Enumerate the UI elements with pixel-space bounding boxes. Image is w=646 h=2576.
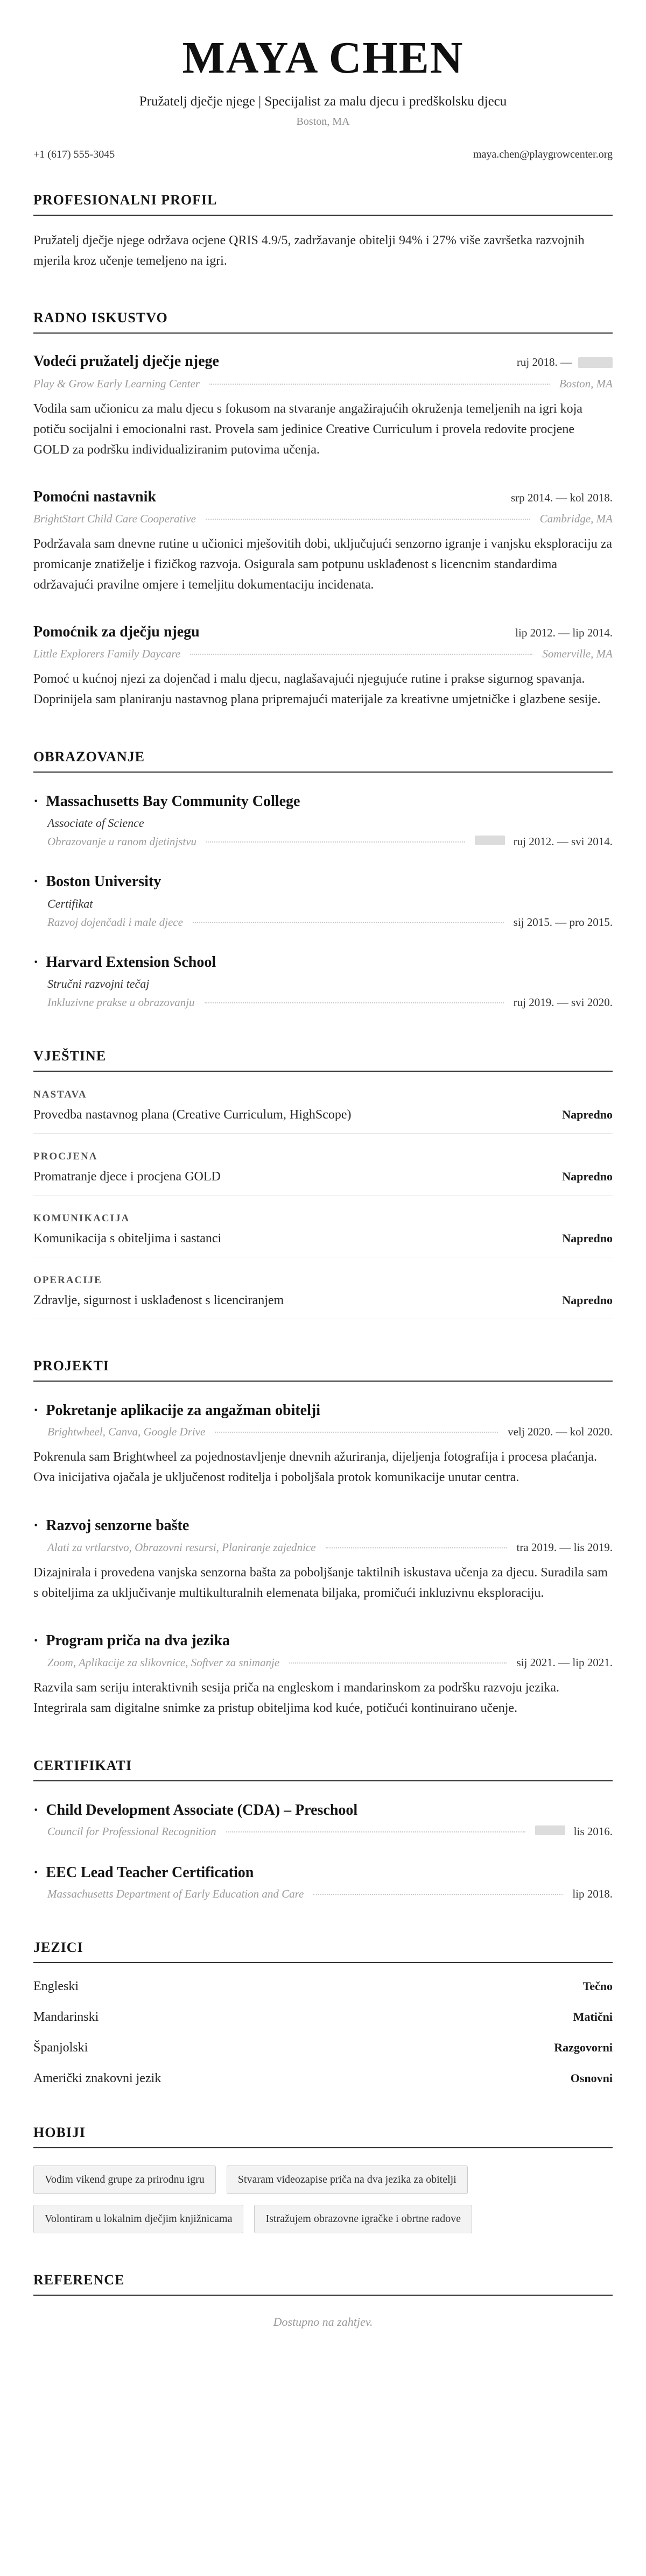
project-description: Dizajnirala i provedena vanjska senzorna bašta za poboljšanje taktilnih iskustava učenja za djecu. Suradila sam s obiteljima za uključivanje multikulturalnih elemenata biljaka, promičući inkluzivnu eksploraciju. [33, 1565, 608, 1600]
language-name: Američki znakovni jezik [33, 2071, 162, 2086]
language-row [33, 2010, 613, 2025]
education-dates: ruj 2012. — svi 2014. [513, 835, 613, 848]
dotted-leader [215, 1432, 498, 1433]
project-title: · Pokretanje aplikacije za angažman obitelji [33, 1401, 613, 1420]
section-title-education: OBRAZOVANJE [33, 749, 613, 773]
project-tools: Zoom, Aplikacije za slikovnice, Softver za snimanje [47, 1655, 280, 1669]
job-entry [33, 352, 613, 460]
dotted-leader [193, 922, 504, 923]
language-name: Mandarinski [33, 2010, 99, 2025]
project-title: · Program priča na dva jezika [33, 1631, 613, 1651]
education-degree: Certifikat [47, 896, 93, 910]
redacted-text [475, 836, 505, 845]
profile-text: Pružatelj dječje njege održava ocjene QRIS 4.9/5, zadržavanje obitelji 94% i 27% više završetka razvojnih mjerila kroz učenje temeljeno na igri. [33, 233, 585, 268]
project-meta-row [47, 1541, 613, 1554]
job-title: Vodeći pružatelj dječje njege [33, 353, 219, 370]
certificate-org: Massachusetts Department of Early Education and Care [47, 1887, 304, 1901]
project-meta-row [47, 1656, 613, 1669]
project-description: Pokrenula sam Brightwheel za pojednostavljenje dnevnih ažuriranja, dijeljenja fotografija i procesa plaćanja. Ova inicijativa ojačala je uključenost roditelja i poboljšala protok komunikacije unutar centra. [33, 1450, 597, 1485]
dotted-leader [206, 519, 530, 520]
project-dates: sij 2021. — lip 2021. [516, 1655, 613, 1669]
section-experience [33, 310, 613, 710]
section-title-projects: PROJEKTI [33, 1358, 613, 1382]
language-level: Osnovni [570, 2071, 613, 2085]
references-text: Dostupno na zahtjev. [273, 2315, 373, 2329]
certificate-entry [33, 1801, 613, 1838]
section-certificates [33, 1758, 613, 1901]
job-description: Podržavala sam dnevne rutine u učionici mješovitih dobi, uključujući senzorno igranje i vanjsku eksploraciju za promicanje znatiželje i fizičkog razvoja. Osigurala sam potpunu usklađenost s licencnim standardima održavajući pravilne omjere i temeljitu dokumentaciju incidenata. [33, 536, 613, 592]
hobby-chip: Istražujem obrazovne igračke i obrtne radove [254, 2205, 472, 2233]
skill-text: Zdravlje, sigurnost i usklađenost s licenciranjem [33, 1293, 284, 1307]
dotted-leader [313, 1894, 563, 1895]
job-location: Somerville, MA [542, 647, 613, 661]
project-description: Razvila sam seriju interaktivnih sesija priča na engleskom i mandarinskom za podršku razvoju jezika. Integrirala sam digitalne snimke za pristup obiteljima kod kuće, potičući kontinuirano učenje. [33, 1680, 560, 1715]
hobby-chip: Stvaram videozapise priča na dva jezika za obitelji [227, 2165, 468, 2194]
education-meta-row [47, 916, 613, 929]
section-title-hobbies: HOBIJI [33, 2125, 613, 2148]
dotted-leader [226, 1831, 525, 1832]
project-tools: Alati za vrtlarstvo, Obrazovni resursi, Planiranje zajednice [47, 1540, 316, 1554]
skill-row [33, 1108, 613, 1122]
skill-category: OPERACIJE [33, 1275, 102, 1286]
candidate-name: MAYA CHEN [182, 33, 464, 83]
education-meta-row [47, 835, 613, 848]
job-location: Cambridge, MA [539, 512, 613, 525]
education-dates: sij 2015. — pro 2015. [513, 915, 613, 929]
skill-entry [33, 1275, 613, 1319]
contact-row [33, 148, 613, 161]
section-languages [33, 1940, 613, 2086]
dotted-leader [206, 841, 465, 843]
job-dates: srp 2014. — kol 2018. [511, 491, 613, 504]
job-title-row [33, 487, 613, 507]
job-meta-row [33, 647, 613, 661]
project-entry [33, 1516, 613, 1603]
dotted-leader [205, 1002, 504, 1003]
project-entry [33, 1401, 613, 1488]
language-row [33, 2071, 613, 2086]
skill-level: Napredno [562, 1232, 613, 1245]
skill-category: KOMUNIKACIJA [33, 1213, 130, 1224]
language-row [33, 1979, 613, 1994]
language-name: Španjolski [33, 2041, 88, 2055]
section-references [33, 2272, 613, 2329]
education-field: Razvoj dojenčadi i male djece [47, 915, 183, 929]
dotted-leader [190, 654, 532, 655]
certificate-title: · Child Development Associate (CDA) – Preschool [33, 1801, 613, 1820]
education-field: Obrazovanje u ranom djetinjstvu [47, 835, 197, 848]
job-location: Boston, MA [559, 377, 613, 390]
language-level: Razgovorni [554, 2041, 613, 2055]
section-education [33, 749, 613, 1009]
section-projects [33, 1358, 613, 1719]
job-dates: lip 2012. — lip 2014. [515, 626, 613, 639]
email-address: maya.chen@playgrowcenter.org [473, 148, 613, 160]
resume-header [33, 32, 613, 161]
job-description: Vodila sam učionicu za malu djecu s fokusom na stvaranje angažirajućih okruženja temeljenih na igri koja potiču socijalni i emocionalni rast. Provela sam jedinice Creative Curriculum i provela redovite procjene GOLD za podršku individualiziranim putovima učenja. [33, 401, 582, 457]
education-field: Inkluzivne prakse u obrazovanju [47, 996, 195, 1009]
skill-row [33, 1170, 613, 1184]
job-company: BrightStart Child Care Cooperative [33, 512, 196, 525]
education-entry [33, 792, 613, 848]
skill-category: PROCJENA [33, 1151, 98, 1162]
skill-row [33, 1293, 613, 1308]
education-meta-row [47, 996, 613, 1009]
project-dates: tra 2019. — lis 2019. [516, 1540, 613, 1554]
skill-level: Napredno [562, 1170, 613, 1183]
job-entry [33, 487, 613, 596]
skill-category: NASTAVA [33, 1089, 87, 1100]
certificate-meta-row [47, 1825, 613, 1838]
section-title-profile: PROFESIONALNI PROFIL [33, 192, 613, 216]
candidate-location: Boston, MA [296, 115, 350, 128]
phone-number: +1 (617) 555-3045 [33, 148, 115, 160]
certificate-title: · EEC Lead Teacher Certification [33, 1863, 613, 1883]
education-dates: ruj 2019. — svi 2020. [513, 996, 613, 1009]
language-level: Tečno [582, 1979, 613, 1993]
skill-level: Napredno [562, 1108, 613, 1121]
education-degree: Stručni razvojni tečaj [47, 977, 150, 990]
education-school: · Boston University [33, 872, 613, 891]
certificate-entry [33, 1863, 613, 1901]
job-title-row [33, 352, 613, 371]
skill-text: Provedba nastavnog plana (Creative Curriculum, HighScope) [33, 1108, 352, 1122]
section-skills [33, 1048, 613, 1319]
section-title-experience: RADNO ISKUSTVO [33, 310, 613, 334]
redacted-text [578, 357, 613, 368]
job-description: Pomoć u kućnoj njezi za dojenčad i malu djecu, naglašavajući njegujuće rutine i prakse sigurnog spavanja. Doprinijela sam planiranju nastavnog plana pripremajući materijale za kreativne umjetničke i glazbene sesije. [33, 672, 601, 706]
job-entry [33, 622, 613, 710]
candidate-tagline: Pružatelj dječje njege | Specijalist za malu djecu i predškolsku djecu [139, 94, 507, 109]
project-meta-row [47, 1425, 613, 1439]
job-meta-row [33, 377, 613, 391]
skill-text: Promatranje djece i procjena GOLD [33, 1170, 221, 1184]
redacted-text [535, 1825, 565, 1835]
language-level: Matični [573, 2010, 613, 2024]
section-title-certificates: CERTIFIKATI [33, 1758, 613, 1781]
project-title: · Razvoj senzorne bašte [33, 1516, 613, 1535]
section-title-languages: JEZICI [33, 1940, 613, 1963]
education-degree: Associate of Science [47, 816, 144, 830]
education-entry [33, 872, 613, 929]
hobby-chips [33, 2165, 613, 2233]
job-title-row [33, 622, 613, 642]
skill-text: Komunikacija s obiteljima i sastanci [33, 1232, 222, 1245]
language-row [33, 2041, 613, 2055]
section-title-skills: VJEŠTINE [33, 1048, 613, 1072]
section-profile [33, 192, 613, 272]
project-entry [33, 1631, 613, 1718]
dotted-leader [289, 1662, 507, 1664]
skill-level: Napredno [562, 1293, 613, 1307]
job-title: Pomoćni nastavnik [33, 488, 156, 505]
hobby-chip: Volontiram u lokalnim dječjim knjižnicama [33, 2205, 243, 2233]
job-title: Pomoćnik za dječju njegu [33, 623, 200, 640]
skill-entry [33, 1089, 613, 1134]
hobby-chip: Vodim vikend grupe za prirodnu igru [33, 2165, 216, 2194]
job-company: Little Explorers Family Daycare [33, 647, 181, 661]
project-tools: Brightwheel, Canva, Google Drive [47, 1425, 206, 1439]
skill-entry [33, 1213, 613, 1257]
dotted-leader [209, 384, 550, 385]
job-meta-row [33, 512, 613, 526]
education-school: · Harvard Extension School [33, 953, 613, 972]
dotted-leader [326, 1547, 507, 1548]
education-school: · Massachusetts Bay Community College [33, 792, 613, 811]
section-title-references: REFERENCE [33, 2272, 613, 2296]
section-hobbies [33, 2125, 613, 2233]
certificate-date: lip 2018. [572, 1887, 613, 1901]
job-dates: ruj 2018. — [517, 356, 613, 369]
certificate-date: lis 2016. [573, 1825, 613, 1838]
skill-row [33, 1232, 613, 1246]
education-entry [33, 953, 613, 1009]
job-company: Play & Grow Early Learning Center [33, 377, 200, 390]
language-name: Engleski [33, 1979, 79, 1994]
project-dates: velj 2020. — kol 2020. [508, 1425, 613, 1439]
certificate-meta-row [47, 1887, 613, 1901]
skill-entry [33, 1151, 613, 1195]
certificate-org: Council for Professional Recognition [47, 1825, 216, 1838]
